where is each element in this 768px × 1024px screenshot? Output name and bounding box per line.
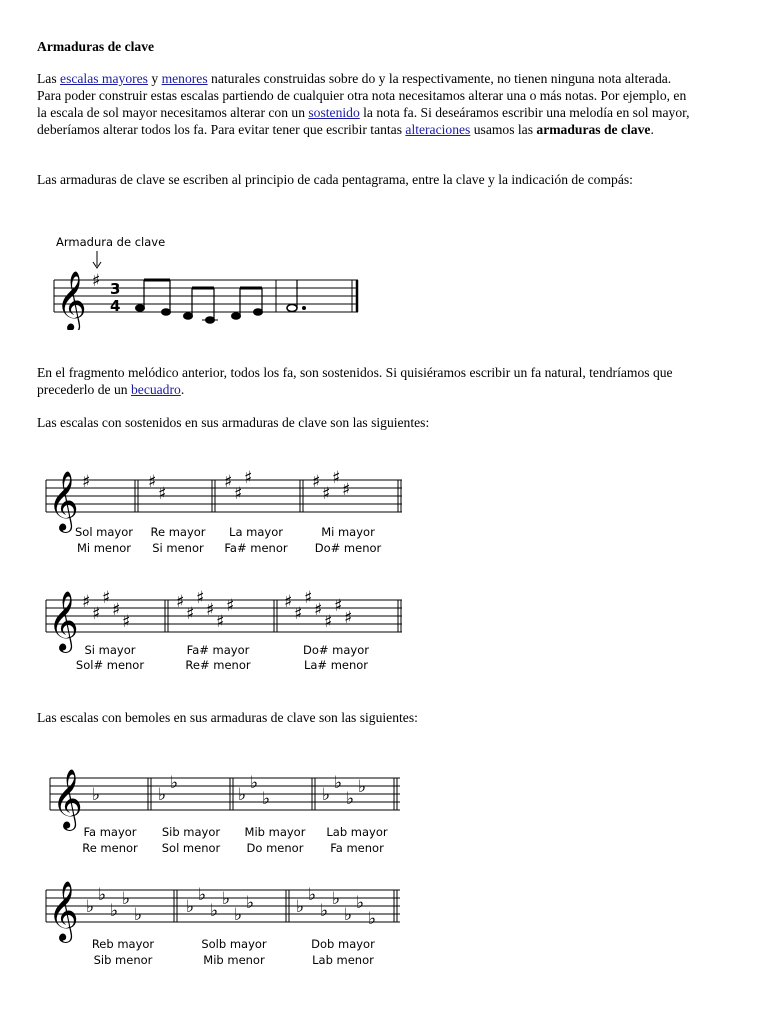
scale-minor-label: Re# menor xyxy=(185,658,251,672)
svg-text:♭: ♭ xyxy=(122,889,131,909)
svg-text:♯: ♯ xyxy=(122,612,131,632)
text-run: . xyxy=(650,122,654,137)
svg-text:♭: ♭ xyxy=(368,909,377,929)
page-title: Armaduras de clave xyxy=(37,39,155,54)
scale-minor-label: Fa# menor xyxy=(224,541,288,555)
scale-minor-label: Sib menor xyxy=(93,953,153,967)
treble-clef-icon: 𝄞 xyxy=(56,271,87,330)
svg-text:♭: ♭ xyxy=(358,777,367,797)
explanation-paragraph: Las armaduras de clave se escriben al principio de cada pentagrama, entre la clave y la indicación de compás: xyxy=(37,172,633,187)
sharps-intro-paragraph: Las escalas con sostenidos en sus armaduras de clave son las siguientes: xyxy=(37,415,430,430)
scale-minor-label: Fa menor xyxy=(330,841,384,855)
scale-minor-label: Re menor xyxy=(82,841,138,855)
svg-text:♯: ♯ xyxy=(344,608,353,628)
scale-minor-label: Sol# menor xyxy=(75,658,145,672)
svg-text:♯: ♯ xyxy=(314,600,323,620)
scale-major-label: Si mayor xyxy=(84,643,136,657)
arrow-icon xyxy=(93,251,101,268)
scale-major-label: Reb mayor xyxy=(91,937,155,951)
scale-major-label: Sol mayor xyxy=(74,525,134,539)
svg-text:♯: ♯ xyxy=(224,472,233,492)
svg-text:♯: ♯ xyxy=(216,612,225,632)
treble-clef-icon: 𝄞 xyxy=(48,591,79,651)
text-run: usamos las xyxy=(470,122,537,137)
svg-text:♯: ♯ xyxy=(284,592,293,612)
svg-text:♭: ♭ xyxy=(250,773,259,793)
scale-major-label: Solb mayor xyxy=(201,937,267,951)
scale-major-label: Fa# mayor xyxy=(186,643,250,657)
link-menores[interactable]: menores xyxy=(161,71,208,86)
svg-text:♭: ♭ xyxy=(344,905,353,925)
svg-text:♯: ♯ xyxy=(148,472,157,492)
flats-row-1-figure xyxy=(38,758,408,858)
svg-text:♭: ♭ xyxy=(332,889,341,909)
svg-text:♯: ♯ xyxy=(322,484,331,504)
svg-text:♭: ♭ xyxy=(246,893,255,913)
scale-minor-label: La# menor xyxy=(303,658,369,672)
treble-clef-icon: 𝄞 xyxy=(48,471,79,531)
svg-text:♭: ♭ xyxy=(296,897,305,917)
text-run: Las xyxy=(37,71,61,86)
link-escalas-mayores[interactable]: escalas mayores xyxy=(60,71,148,86)
svg-text:♯: ♯ xyxy=(112,600,121,620)
svg-text:♭: ♭ xyxy=(346,789,355,809)
bold-term: armaduras de clave xyxy=(536,122,651,137)
svg-text:♭: ♭ xyxy=(262,789,271,809)
svg-text:♯: ♯ xyxy=(186,604,195,624)
time-signature-bottom: 4 xyxy=(110,297,121,315)
svg-text:♭: ♭ xyxy=(238,785,247,805)
svg-text:♭: ♭ xyxy=(320,901,329,921)
sharp-icon: ♯ xyxy=(92,271,101,291)
scale-major-label: Dob mayor xyxy=(311,937,375,951)
scale-major-label: Fa mayor xyxy=(83,825,137,839)
link-alteraciones[interactable]: alteraciones xyxy=(405,122,471,137)
treble-clef-icon: 𝄞 xyxy=(52,769,83,829)
svg-text:♯: ♯ xyxy=(342,480,351,500)
svg-text:♯: ♯ xyxy=(92,604,101,624)
scale-major-label: Do# mayor xyxy=(302,643,370,657)
svg-text:♭: ♭ xyxy=(322,785,331,805)
svg-text:♭: ♭ xyxy=(234,905,243,925)
scale-minor-label: Lab menor xyxy=(312,953,374,967)
sharp-icons xyxy=(82,468,350,504)
melody-notes xyxy=(136,280,306,323)
svg-text:♯: ♯ xyxy=(312,472,321,492)
sharps-row-1-figure xyxy=(38,460,408,560)
svg-text:♭: ♭ xyxy=(186,897,195,917)
svg-text:♯: ♯ xyxy=(196,588,205,608)
svg-text:♯: ♯ xyxy=(82,472,91,492)
svg-text:♭: ♭ xyxy=(356,893,365,913)
scale-major-label: Sib mayor xyxy=(161,825,221,839)
scale-minor-label: Mib menor xyxy=(203,953,265,967)
natural-note-paragraph xyxy=(37,364,697,398)
scale-minor-label: Sol menor xyxy=(161,841,221,855)
svg-text:♯: ♯ xyxy=(324,612,333,632)
svg-text:♯: ♯ xyxy=(226,596,235,616)
svg-text:♭: ♭ xyxy=(92,785,101,805)
svg-text:♭: ♭ xyxy=(170,773,179,793)
svg-text:♯: ♯ xyxy=(234,484,243,504)
text-run: naturales construidas sobre do y la respectivamente, no tienen ninguna nota alterada. Para poder construir estas escalas partiendo de cualquier otra nota necesitamos alterar una o más notas. Por ejemplo, en la escala de sol mayor necesitamos alterar con un xyxy=(37,71,687,120)
svg-text:♭: ♭ xyxy=(222,889,231,909)
svg-text:♭: ♭ xyxy=(86,897,95,917)
svg-text:♯: ♯ xyxy=(244,468,253,488)
scale-major-label: Mi mayor xyxy=(321,525,375,539)
treble-clef-icon: 𝄞 xyxy=(48,881,79,941)
key-signature-label: Armadura de clave xyxy=(56,235,166,249)
text-run: y xyxy=(147,71,162,86)
scale-minor-label: Si menor xyxy=(152,541,204,555)
scale-major-label: Re mayor xyxy=(150,525,206,539)
flats-intro-paragraph: Las escalas con bemoles en sus armaduras de clave son las siguientes: xyxy=(37,710,418,725)
flats-row-2-figure xyxy=(38,870,408,970)
svg-text:♭: ♭ xyxy=(134,905,143,925)
text-run: . xyxy=(180,382,185,397)
svg-text:♯: ♯ xyxy=(332,468,341,488)
svg-text:♭: ♭ xyxy=(198,885,207,905)
svg-text:♯: ♯ xyxy=(176,592,185,612)
svg-text:♭: ♭ xyxy=(334,773,343,793)
svg-text:♯: ♯ xyxy=(102,588,111,608)
svg-text:♭: ♭ xyxy=(308,885,317,905)
svg-text:♯: ♯ xyxy=(158,484,167,504)
svg-text:♯: ♯ xyxy=(206,600,215,620)
melody-example-figure xyxy=(50,230,370,330)
svg-text:♯: ♯ xyxy=(82,592,91,612)
link-sostenido[interactable]: sostenido xyxy=(308,105,360,120)
scale-major-label: La mayor xyxy=(229,525,283,539)
svg-text:♭: ♭ xyxy=(210,901,219,921)
text-run: la nota fa. Si deseáramos escribir una melodía en sol mayor, deberíamos alterar todos los fa. Para evitar tener que escribir tantas xyxy=(37,105,690,137)
time-signature-top: 3 xyxy=(110,280,121,298)
svg-text:♯: ♯ xyxy=(294,604,303,624)
text-run: En el fragmento melódico anterior, todos los fa, son sostenidos. Si quisiéramos escribir un fa natural, tendríamos que precederlo de un xyxy=(37,365,673,397)
link-becuadro[interactable]: becuadro xyxy=(130,382,181,397)
svg-text:♯: ♯ xyxy=(304,588,313,608)
scale-minor-label: Do# menor xyxy=(314,541,382,555)
scale-major-label: Lab mayor xyxy=(326,825,388,839)
sharps-row-2-figure xyxy=(38,580,408,680)
svg-text:♭: ♭ xyxy=(158,785,167,805)
sharp-icons xyxy=(82,588,352,632)
scale-minor-label: Do menor xyxy=(246,841,304,855)
intro-paragraph xyxy=(37,70,697,138)
svg-text:♭: ♭ xyxy=(98,885,107,905)
scale-minor-label: Mi menor xyxy=(76,541,132,555)
svg-text:♭: ♭ xyxy=(110,901,119,921)
scale-major-label: Mib mayor xyxy=(244,825,306,839)
svg-text:♯: ♯ xyxy=(334,596,343,616)
